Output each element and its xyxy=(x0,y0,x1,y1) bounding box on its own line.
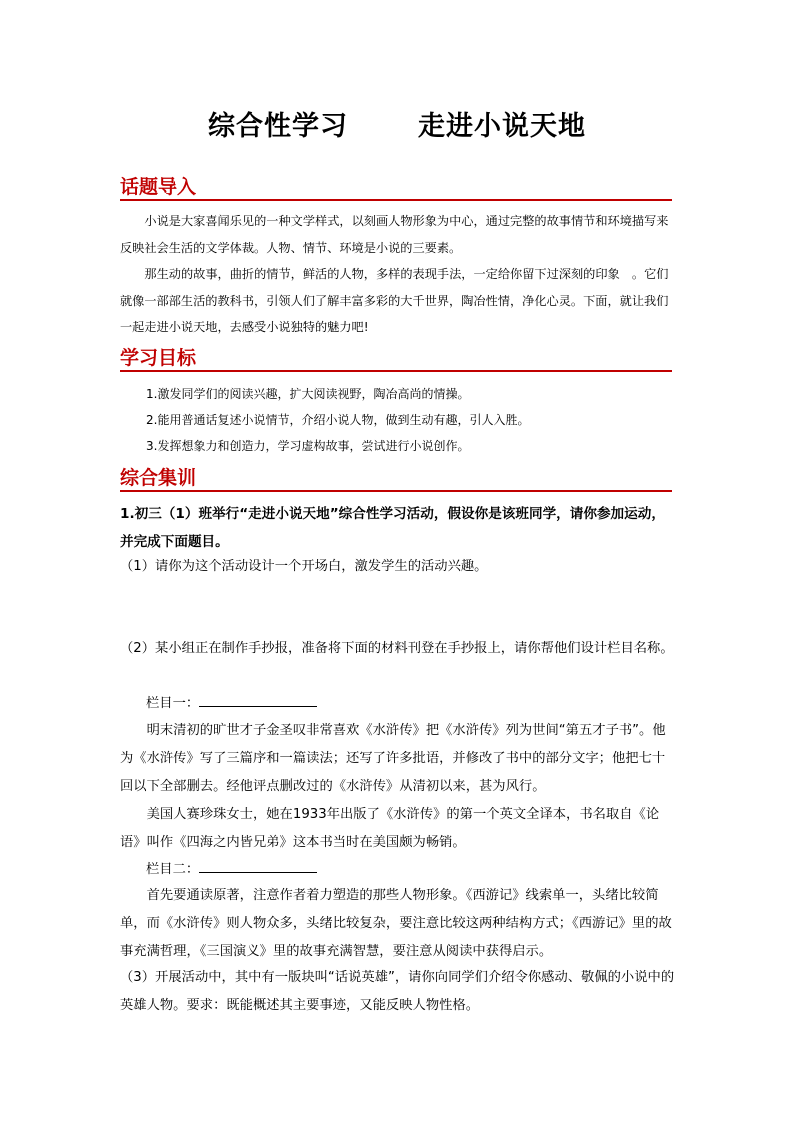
column2-material xyxy=(120,882,676,966)
section-heading-goals: 学习目标 xyxy=(120,344,672,372)
question-sub3: （3）开展活动中，其中有一版块叫“话说英雄”，请你向同学们介绍令你感动、敬佩的小说中的英雄人物。要求：既能概述其主要事迹，又能反映人物性格。 xyxy=(120,970,675,1013)
question-stem: 1.初三（1）班举行“走进小说天地”综合性学习活动，假设你是该班同学，请你参加运动，并完成下面题目。 xyxy=(120,506,665,550)
title-left: 综合性学习 xyxy=(208,111,348,142)
goal-item: 2.能用普通话复述小说情节，介绍小说人物，做到生动有趣，引人入胜。 xyxy=(146,413,530,427)
intro-paragraph: 小说是大家喜闻乐见的一种文学样式，以刻画人物形象为中心，通过完整的故事情节和环境描写来反映社会生活的文学体裁。人物、情节、环境是小说的三要素。 xyxy=(120,214,669,255)
column1-material xyxy=(120,717,676,857)
goal-item: 1.激发同学们的阅读兴趣，扩大阅读视野，陶冶高尚的情操。 xyxy=(146,387,470,401)
section-heading-training: 综合集训 xyxy=(120,464,672,492)
column1-answer-blank[interactable] xyxy=(199,692,317,707)
material-paragraph: 首先要通读原著，注意作者着力塑造的那些人物形象。《西游记》线索单一，头绪比较简单，而《水浒传》则人物众多，头绪比较复杂，要注意比较这两种结构方式；《西游记》里的故事充满哲理，《三国演义》里的故事充满智慧，要注意从阅读中获得启示。 xyxy=(120,888,672,959)
intro-paragraph: 那生动的故事，曲折的情节，鲜活的人物，多样的表现手法，一定给你留下过深刻的印象 。它们就像一部部生活的教科书，引领人们了解丰富多彩的大千世界，陶冶性情，净化心灵。下面，就让我们一起走进小说天地，去感受小说独特的魅力吧! xyxy=(120,267,669,334)
intro-text xyxy=(120,208,674,341)
material-paragraph: 明末清初的旷世才子金圣叹非常喜欢《水浒传》把《水浒传》列为世间“第五才子书”。他为《水浒传》写了三篇序和一篇读法；还写了许多批语，并修改了书中的部分文字；他把七十回以下全部删去。经他评点删改过的《水浒传》从清初以来，甚为风行。 xyxy=(120,723,666,794)
question-sub1: （1）请你为这个活动设计一个开场白，激发学生的活动兴趣。 xyxy=(120,559,488,574)
column2-label: 栏目二： xyxy=(146,862,200,877)
column2-answer-blank[interactable] xyxy=(199,858,317,873)
title-right: 走进小说天地 xyxy=(418,111,586,142)
column1-row xyxy=(146,690,676,718)
section-heading-intro: 话题导入 xyxy=(120,173,672,201)
column2-row xyxy=(146,856,676,884)
goal-item: 3.发挥想象力和创造力，学习虚构故事，尝试进行小说创作。 xyxy=(146,439,470,453)
column1-label: 栏目一： xyxy=(146,696,200,711)
material-paragraph: 美国人赛珍珠女士，她在1933年出版了《水浒传》的第一个英文全译本，书名取自《论语》叫作《四海之内皆兄弟》这本书当时在美国颇为畅销。 xyxy=(120,807,660,850)
page-title xyxy=(0,104,794,143)
question-sub2: （2）某小组正在制作手抄报，准备将下面的材料刊登在手抄报上，请你帮他们设计栏目名称。 xyxy=(120,641,674,656)
